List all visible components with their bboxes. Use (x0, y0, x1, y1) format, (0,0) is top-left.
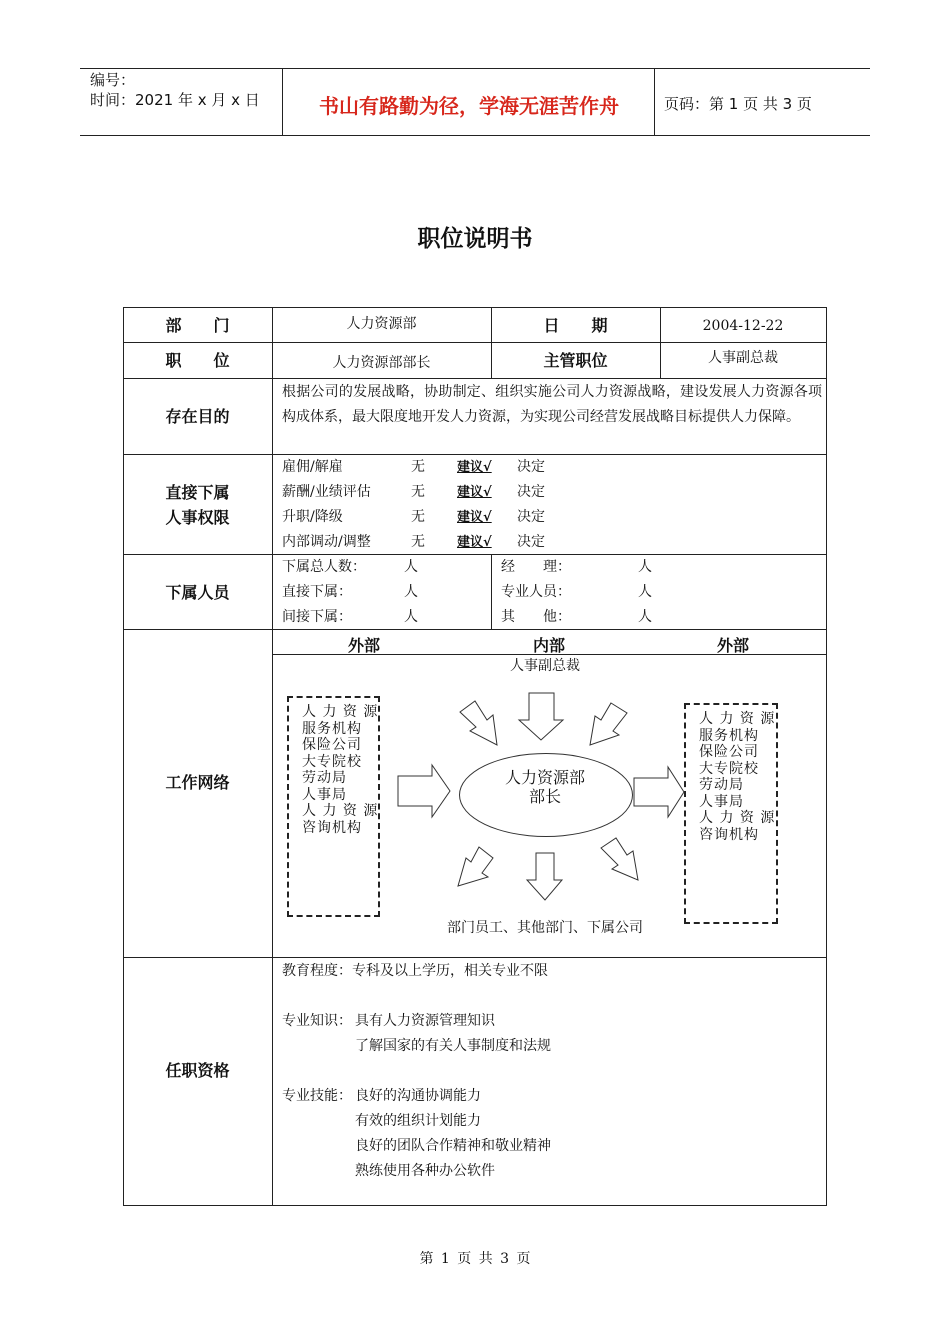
org-item: 服务机构 (699, 727, 759, 744)
number-label: 编号： (90, 71, 136, 89)
date-label: 日 期 (543, 316, 608, 335)
authority-item: 内部调动/调整 (282, 534, 371, 550)
skill-item: 良好的沟通协调能力 (355, 1088, 481, 1104)
authority-suggest: 建议√ (457, 535, 492, 550)
position-value: 人力资源部部长 (332, 355, 431, 371)
org-item: 人 力 资 源 (302, 704, 379, 720)
network-head-internal: 内部 (533, 636, 566, 655)
org-item: 人事局 (302, 786, 347, 803)
page-code: 页码：第 1 页 共 3 页 (664, 95, 812, 113)
org-item: 大专院校 (699, 760, 759, 777)
position-label: 职 位 (165, 351, 230, 370)
subordinate-unit: 人 (404, 584, 418, 600)
arrow-down-left-icon (458, 847, 493, 886)
network-head-external-right: 外部 (717, 636, 750, 655)
authority-item: 薪酬/业绩评估 (282, 484, 371, 500)
education-line: 教育程度：专科及以上学历，相关专业不限 (282, 963, 548, 979)
subordinate-unit: 人 (404, 559, 418, 575)
authority-suggest: 建议√ (457, 460, 492, 475)
page-title: 职位说明书 (417, 226, 533, 252)
authority-item: 升职/降级 (282, 509, 343, 525)
page-footer: 第 1 页 共 3 页 (419, 1251, 531, 1267)
subordinate-name: 间接下属： (282, 609, 352, 625)
subordinate-unit: 人 (404, 609, 418, 625)
supervisor-label: 主管职位 (543, 351, 608, 370)
arrow-down-right-icon (460, 701, 497, 745)
org-item: 劳动局 (699, 777, 744, 793)
authority-decide: 决定 (517, 534, 545, 550)
authority-item: 雇佣/解雇 (282, 459, 343, 475)
authority-none: 无 (411, 509, 425, 525)
arrow-down-right-icon (601, 838, 638, 880)
authority-suggest: 建议√ (457, 485, 492, 500)
org-item: 咨询机构 (699, 826, 759, 843)
purpose-label: 存在目的 (165, 407, 230, 426)
org-item: 人 力 资 源 (699, 711, 776, 727)
subordinate-name: 下属总人数： (282, 559, 366, 575)
purpose-text: 根据公司的发展战略，协助制定、组织实施公司人力资源战略，建设发展人力资源各项构成体系，最大限度地开发人力资源，为实现公司经营发展战略目标提供人力保障。 (282, 384, 822, 425)
network-head-external-left: 外部 (348, 636, 381, 655)
subordinate-unit: 人 (638, 559, 652, 575)
authority-none: 无 (411, 459, 425, 475)
authority-label-line2: 人事权限 (165, 508, 230, 527)
arrow-right-icon (398, 765, 450, 817)
dept-value: 人力资源部 (346, 316, 417, 332)
org-item: 咨询机构 (302, 819, 362, 836)
org-item: 大专院校 (302, 753, 362, 770)
network-top-node: 人事副总裁 (510, 658, 580, 674)
org-item: 保险公司 (302, 737, 362, 753)
knowledge-item: 了解国家的有关人事制度和法规 (355, 1038, 551, 1054)
skills-label: 专业技能： (282, 1088, 352, 1104)
org-item: 人 力 资 源 (302, 803, 379, 819)
subordinate-name: 其 他： (501, 609, 571, 625)
authority-label-line1: 直接下属 (165, 483, 230, 502)
org-item: 劳动局 (302, 770, 347, 786)
authority-suggest: 建议√ (457, 510, 492, 525)
org-item: 服务机构 (302, 720, 362, 737)
skill-item: 有效的组织计划能力 (355, 1113, 481, 1129)
center-node-line1: 人力资源部 (504, 768, 585, 787)
authority-none: 无 (411, 534, 425, 550)
org-item: 人事局 (699, 793, 744, 810)
arrow-down-left-icon (590, 703, 627, 745)
skill-item: 熟练使用各种办公软件 (355, 1163, 495, 1179)
subordinate-name: 专业人员： (501, 584, 571, 600)
dept-label: 部 门 (165, 316, 230, 335)
date-value: 2004-12-22 (702, 318, 784, 334)
qualifications-label: 任职资格 (165, 1061, 230, 1080)
arrow-right-icon (634, 767, 684, 817)
time-label: 时间：2021 年 x 月 x 日 (90, 91, 260, 109)
supervisor-value: 人事副总裁 (708, 350, 778, 366)
authority-none: 无 (411, 484, 425, 500)
arrow-down-icon (527, 853, 562, 900)
org-item: 人 力 资 源 (699, 810, 776, 826)
subordinate-unit: 人 (638, 609, 652, 625)
center-node-line2: 部长 (528, 787, 561, 806)
network-bottom-node: 部门员工、其他部门、下属公司 (447, 920, 643, 936)
arrow-down-icon (519, 693, 563, 740)
subordinate-name: 直接下属： (282, 584, 352, 600)
header-motto: 书山有路勤为径，学海无涯苦作舟 (319, 94, 619, 118)
authority-decide: 决定 (517, 484, 545, 500)
authority-decide: 决定 (517, 509, 545, 525)
org-item: 保险公司 (699, 744, 759, 760)
knowledge-item: 具有人力资源管理知识 (355, 1013, 495, 1029)
subordinate-name: 经 理： (501, 559, 571, 575)
subordinates-label: 下属人员 (165, 583, 230, 602)
skill-item: 良好的团队合作精神和敬业精神 (355, 1138, 551, 1154)
authority-decide: 决定 (517, 459, 545, 475)
network-label: 工作网络 (165, 773, 230, 792)
subordinate-unit: 人 (638, 584, 652, 600)
knowledge-label: 专业知识： (282, 1013, 352, 1029)
